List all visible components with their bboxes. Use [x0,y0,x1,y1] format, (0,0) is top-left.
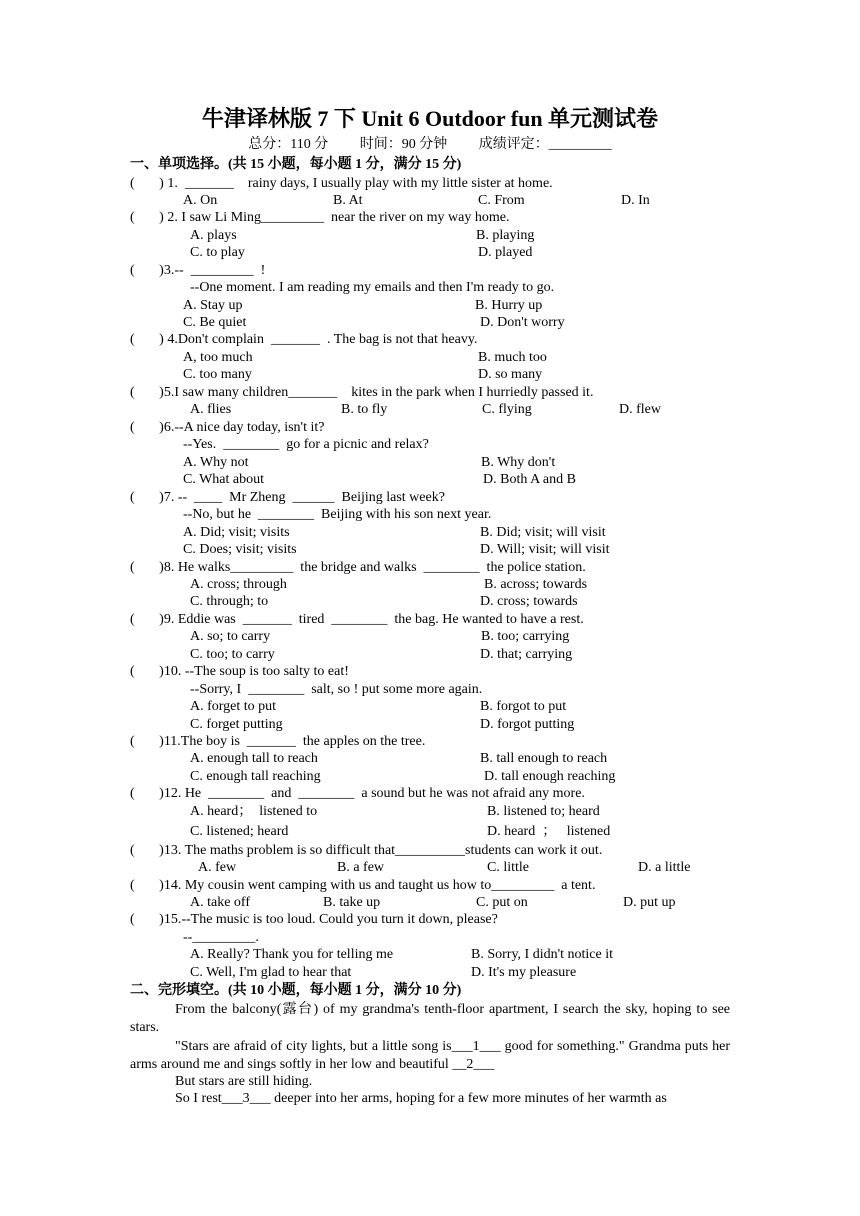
option-c: C. through; to [190,594,269,609]
option-d: D. that; carrying [480,647,573,662]
option-a: A. forget to put [190,699,277,714]
option-d: D. put up [623,895,676,910]
option-d: D. played [478,245,533,260]
grade-field: 成绩评定：_________ [478,137,612,152]
option-c: C. From [478,193,525,208]
option-b: B. tall enough to reach [480,751,608,766]
option-a: A. Stay up [183,298,243,313]
question-stem: ( )9. Eddie was _______ tired ________ the bag. He wanted to have a rest. [130,612,584,627]
option-d: D. It's my pleasure [471,965,577,980]
option-a: A. enough tall to reach [190,751,318,766]
option-b: B. too; carrying [481,629,570,644]
option-c: C. little [487,860,529,875]
question-line2: --Sorry, I ________ salt, so ! put some more again. [190,682,483,697]
option-b: B. forgot to put [480,699,567,714]
question-line2: --No, but he ________ Beijing with his son next year. [183,507,492,522]
option-a: A, too much [183,350,253,365]
option-d: D. forgot putting [480,717,575,732]
option-c: C. to play [190,245,245,260]
option-b: B. much too [478,350,547,365]
option-b: B. a few [337,860,385,875]
option-a: A. On [183,193,218,208]
option-a: A. cross; through [190,577,287,592]
question-stem: ( )11.The boy is _______ the apples on the tree. [130,734,426,749]
option-b: B. take up [323,895,381,910]
option-b: B. across; towards [484,577,588,592]
section-1-heading: 一、单项选择。(共 15 小题，每小题 1 分，满分 15 分) [130,157,462,172]
option-c: C. forget putting [190,717,283,732]
passage-paragraph: "Stars are afraid of city lights, but a little song is___1___ good for something." Grandma puts her arms around me and sings softly in her low and beautiful __2___ [130,1039,730,1072]
question-stem: ( )7. -- ____ Mr Zheng ______ Beijing last week? [130,490,445,505]
question-stem: ( ) 4.Don't complain _______ . The bag is not that heavy. [130,332,478,347]
option-a: A. flies [190,402,232,417]
option-a: A. few [198,860,237,875]
question-stem: ( )8. He walks_________ the bridge and walks ________ the police station. [130,560,586,575]
passage-paragraph: From the balcony(露台) of my grandma's tenth-floor apartment, I search the sky, hoping to see stars. [130,1002,730,1035]
option-a: A. heard； listened to [190,804,318,819]
question-line2: --_________. [183,930,259,945]
page-title: 牛津译林版 7 下 Unit 6 Outdoor fun 单元测试卷 [201,106,659,131]
option-a: A. plays [190,228,237,243]
option-c: C. enough tall reaching [190,769,321,784]
option-c: C. flying [482,402,532,417]
option-b: B. Why don't [481,455,556,470]
total-score: 总分：110 分 [248,137,329,152]
option-a: A. Really? Thank you for telling me [190,947,394,962]
option-d: D. heard ； listened [487,824,611,839]
option-c: C. too; to carry [190,647,275,662]
option-d: D. Don't worry [480,315,565,330]
option-d: D. flew [619,402,661,417]
option-c: C. listened; heard [190,824,289,839]
option-c: C. Be quiet [183,315,247,330]
option-d: D. tall enough reaching [484,769,616,784]
option-d: D. In [621,193,650,208]
option-d: D. a little [638,860,691,875]
question-line2: --Yes. ________ go for a picnic and relax? [183,437,429,452]
question-stem: ( )10. --The soup is too salty to eat! [130,664,349,679]
option-c: C. too many [183,367,252,382]
option-b: B. Hurry up [475,298,543,313]
question-stem: ( )6.--A nice day today, isn't it? [130,420,325,435]
option-c: C. What about [183,472,265,487]
section-2-heading: 二、完形填空。(共 10 小题，每小题 1 分，满分 10 分) [130,983,462,998]
option-b: B. Sorry, I didn't notice it [471,947,613,962]
option-a: A. take off [190,895,250,910]
question-line2: --One moment. I am reading my emails and then I'm ready to go. [190,280,555,295]
question-stem: ( )15.--The music is too loud. Could you turn it down, please? [130,912,498,927]
question-stem: ( )3.-- _________ ! [130,263,266,278]
passage-paragraph: But stars are still hiding. [175,1074,313,1089]
option-d: D. Will; visit; will visit [480,542,610,557]
option-a: A. Why not [183,455,249,470]
option-b: B. to fly [341,402,388,417]
option-b: B. At [333,193,363,208]
option-a: A. so; to carry [190,629,271,644]
question-stem: ( )5.I saw many children_______ kites in the park when I hurriedly passed it. [130,385,594,400]
option-b: B. Did; visit; will visit [480,525,606,540]
question-stem: ( )12. He ________ and ________ a sound but he was not afraid any more. [130,786,585,801]
option-c: C. put on [476,895,528,910]
exam-meta [0,136,860,153]
option-d: D. Both A and B [483,472,576,487]
option-a: A. Did; visit; visits [183,525,290,540]
option-c: C. Well, I'm glad to hear that [190,965,352,980]
time-limit: 时间：90 分钟 [359,137,448,152]
option-d: D. so many [478,367,543,382]
option-b: B. playing [476,228,535,243]
option-d: D. cross; towards [480,594,578,609]
question-stem: ( )13. The maths problem is so difficult that__________students can work it out. [130,843,603,858]
question-stem: ( )14. My cousin went camping with us and taught us how to_________ a tent. [130,878,596,893]
question-stem: ( ) 2. I saw Li Ming_________ near the river on my way home. [130,210,510,225]
option-b: B. listened to; heard [487,804,600,819]
option-c: C. Does; visit; visits [183,542,297,557]
question-stem: ( ) 1. _______ rainy days, I usually play with my little sister at home. [130,176,553,191]
passage-paragraph: So I rest___3___ deeper into her arms, hoping for a few more minutes of her warmth as [175,1091,667,1106]
